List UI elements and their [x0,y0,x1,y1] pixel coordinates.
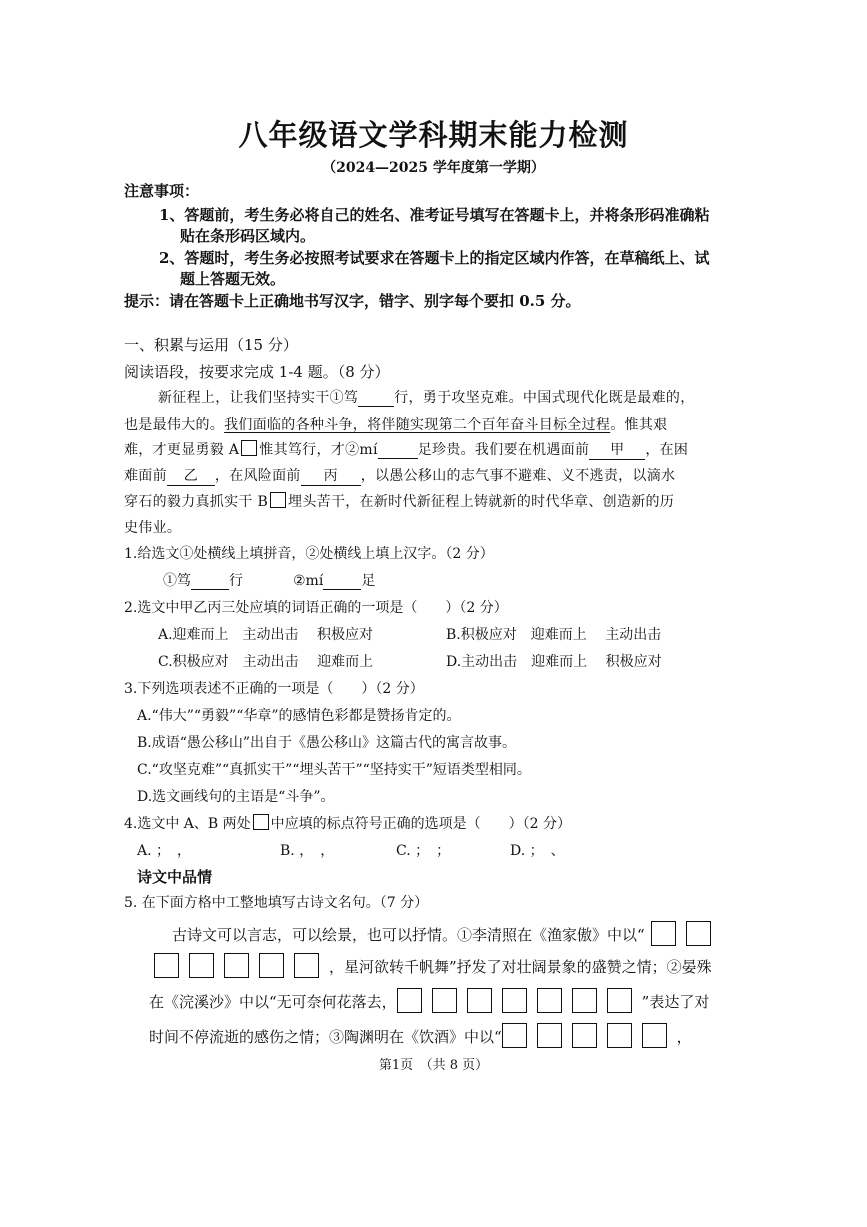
question-4-option-a: A. ； ， [137,843,192,859]
question-3-option-a: A.“伟大”“勇毅”“华章”的感情色彩都是赞扬肯定的。 [137,708,461,724]
school-year-subtitle: （2024—2025 学年度第一学期） [322,160,545,176]
question-2-option-a: A.迎难而上 主动出击 积极应对 [158,627,374,643]
question-2-option-c: C.积极应对 主动出击 迎难而上 [158,654,374,670]
poetry-heading: 诗文中品情 [137,868,213,886]
q4-box-icon [253,814,269,830]
exam-title: 八年级语文学科期末能力检测 [238,118,629,152]
answer-grid-box[interactable] [397,988,422,1013]
passage-line-6: 史伟业。 [124,520,182,536]
passage-line-4: 难面前 乙 ，在风险面前 丙 ，以愚公移山的志气事不避难、义不逃责，以滴水 [124,465,675,486]
question-4-stem: 4.选文中 A、B 两处 中应填的标点符号正确的选项是（ ）（2 分） [124,816,572,832]
punctuation-box-b [270,492,286,508]
passage-line-1: 新征程上，让我们坚持实干①笃 行，勇于攻坚克难。中国式现代化既是最难的， [158,390,695,406]
blank-bing: 丙 [301,465,361,486]
passage-line-3: 难，才更显勇毅 A 惟其笃行，才②mí 足珍贵。我们要在机遇面前 甲 ，在困 [124,439,688,460]
answer-grid-box[interactable] [432,988,457,1013]
notice-item-1-line-2: 贴在条形码区域内。 [180,227,316,245]
question-3-option-c: C.“攻坚克难”“真抓实干”“埋头苦干”“坚持实干”短语类型相同。 [137,762,531,778]
answer-grid-box[interactable] [294,953,319,978]
page-number: 第1页 （共 8 页） [378,1058,489,1073]
answer-grid-box[interactable] [607,988,632,1013]
question-2-option-b: B.积极应对 迎难而上 主动出击 [446,627,662,643]
question-3-option-b: B.成语“愚公移山”出自于《愚公移山》这篇古代的寓言故事。 [137,735,517,751]
answer-grid-box[interactable] [502,988,527,1013]
blank-1 [358,390,394,407]
answer-grid-box[interactable] [537,988,562,1013]
answer-grid-box[interactable] [607,1023,632,1048]
question-2-stem: 2.选文中甲乙丙三处应填的词语正确的一项是（ ）（2 分） [124,600,508,616]
question-4-option-d: D. ； 、 [510,843,565,859]
passage-line-2: 也是最伟大的。我们面临的各种斗争，将伴随实现第二个百年奋斗目标全过程。惟其艰 [124,417,668,433]
answer-grid-box[interactable] [537,1023,562,1048]
punctuation-box-a [241,440,257,456]
reading-intro: 阅读语段，按要求完成 1-4 题。（8 分） [124,363,390,381]
question-3-option-d: D.选文画线句的主语是“斗争”。 [137,789,335,805]
answer-grid-box[interactable] [642,1023,667,1048]
question-1-stem: 1.给选文①处横线上填拼音，②处横线上填上汉字。（2 分） [124,546,494,562]
q5-line-4: 时间不停流逝的感伤之情；③陶渊明在《饮酒》中以“ ， [149,1023,692,1048]
blank-2 [378,442,418,459]
answer-grid-box[interactable] [224,953,249,978]
answer-grid-box[interactable] [259,953,284,978]
question-2-option-d: D.主动出击 迎难而上 积极应对 [446,654,662,670]
blank-yi: 乙 [167,465,215,486]
answer-grid-box[interactable] [651,921,676,946]
answer-tip: 提示：请在答题卡上正确地书写汉字，错字、别字每个要扣 0.5 分。 [124,292,581,310]
q5-line-3: 在《浣溪沙》中以“无可奈何花落去， ”表达了对 [149,988,709,1013]
notice-heading: 注意事项： [124,182,200,200]
notice-item-1-line-1: 1、答题前，考生务必将自己的姓名、准考证号填写在答题卡上，并将条形码准确粘 [159,206,710,224]
answer-grid-box[interactable] [154,953,179,978]
question-4-option-b: B. ， ， [280,843,335,859]
q5-line-2: ，星河欲转千帆舞”抒发了对壮阔景象的盛赞之情；②晏殊 [154,953,712,978]
question-4-option-c: C. ； ； [396,843,451,859]
q5-line-1: 古诗文可以言志，可以绘景，也可以抒情。①李清照在《渔家傲》中以“ [172,921,721,946]
question-3-stem: 3.下列选项表述不正确的一项是（ ）（2 分） [124,681,424,697]
notice-item-2-line-1: 2、答题时，考生务必按照考试要求在答题卡上的指定区域内作答，在草稿纸上、试 [159,249,710,267]
answer-grid-box[interactable] [572,988,597,1013]
section-1-heading: 一、积累与运用（15 分） [124,336,298,354]
answer-grid-box[interactable] [467,988,492,1013]
answer-grid-box[interactable] [502,1023,527,1048]
q1-blank-2 [323,573,361,590]
question-5-stem: 5. 在下面方格中工整地填写古诗文名句。（7 分） [124,895,429,911]
answer-grid-box[interactable] [189,953,214,978]
blank-jia: 甲 [589,439,645,460]
passage-line-5: 穿石的毅力真抓实干 B 埋头苦干，在新时代新征程上铸就新的时代华章、创造新的历 [124,494,675,510]
q1-blank-1 [191,573,229,590]
answer-grid-box[interactable] [686,921,711,946]
notice-item-2-line-2: 题上答题无效。 [180,270,286,288]
question-1-items: ①笃 行 ②mí 足 [163,573,376,589]
answer-grid-box[interactable] [572,1023,597,1048]
underlined-sentence: 我们面临的各种斗争，将伴随实现第二个百年奋斗目标全过程 [224,417,611,433]
